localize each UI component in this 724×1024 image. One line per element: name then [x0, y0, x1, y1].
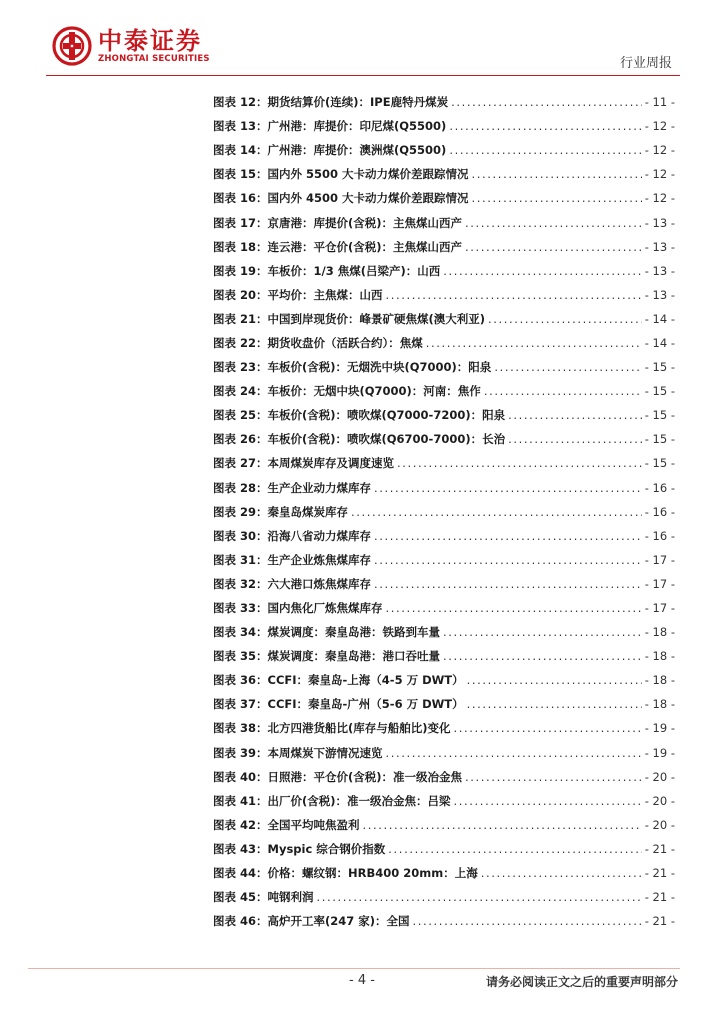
toc-entry[interactable] [213, 668, 675, 692]
toc-entry-page: - 15 - [644, 384, 675, 399]
toc-entry[interactable] [213, 283, 675, 307]
toc-entry[interactable] [213, 138, 675, 162]
toc-dot-leader [449, 119, 641, 133]
toc-dot-leader [508, 408, 642, 422]
toc-entry[interactable] [213, 596, 675, 620]
toc-entry[interactable] [213, 186, 675, 210]
toc-dot-leader [484, 384, 642, 398]
toc-dot-leader [386, 601, 642, 615]
toc-entry-title: 图表 26：车板价(含税)：喷吹煤(Q6700-7000)：长治 [213, 432, 506, 447]
toc-entry[interactable] [213, 692, 675, 716]
toc-entry-title: 图表 32：六大港口炼焦煤库存 [213, 576, 372, 591]
toc-entry[interactable] [213, 451, 675, 475]
toc-entry[interactable] [213, 331, 675, 355]
toc-entry-page: - 16 - [644, 480, 675, 495]
toc-entry-title: 图表 12：期货结算价(连续)：IPE鹿特丹煤炭 [213, 95, 449, 110]
toc-entry-page: - 15 - [644, 432, 675, 447]
toc-entry-page: - 21 - [644, 890, 675, 905]
toc-entry[interactable] [213, 235, 675, 259]
toc-entry[interactable] [213, 789, 675, 813]
toc-entry[interactable] [213, 210, 675, 234]
toc-entry[interactable] [213, 620, 675, 644]
toc-entry[interactable] [213, 427, 675, 451]
toc-dot-leader [374, 529, 642, 543]
toc-entry-title: 图表 28：生产企业动力煤库存 [213, 480, 372, 495]
toc-dot-leader [454, 721, 642, 735]
toc-entry[interactable] [213, 379, 675, 403]
toc-entry[interactable] [213, 813, 675, 837]
toc-entry-title: 图表 17：京唐港：库提价(含税)：主焦煤山西产 [213, 215, 463, 230]
toc-entry-title: 图表 45：吨钢利润 [213, 890, 314, 905]
toc-dot-leader [488, 312, 642, 326]
toc-entry-title: 图表 42：全国平均吨焦盈利 [213, 817, 360, 832]
toc-entry-page: - 20 - [644, 793, 675, 808]
toc-entry-title: 图表 31：生产企业炼焦煤库存 [213, 552, 372, 567]
toc-dot-leader [508, 432, 642, 446]
page-header [0, 0, 724, 80]
toc-dot-leader [397, 456, 642, 470]
toc-entry-page: - 17 - [644, 576, 675, 591]
toc-dot-leader [472, 191, 642, 205]
toc-entry-title: 图表 30：沿海八省动力煤库存 [213, 528, 372, 543]
toc-entry[interactable] [213, 355, 675, 379]
report-type-label: 行业周报 [619, 56, 672, 71]
toc-entry-page: - 14 - [644, 335, 675, 350]
toc-entry-page: - 21 - [644, 866, 675, 881]
toc-entry-page: - 15 - [644, 408, 675, 423]
footer-divider [28, 968, 680, 969]
toc-entry-page: - 19 - [644, 721, 675, 736]
toc-entry-page: - 15 - [644, 360, 675, 375]
toc-dot-leader [363, 818, 642, 832]
toc-dot-leader [443, 625, 642, 639]
toc-entry-title: 图表 34：煤炭调度：秦皇岛港：铁路到车量 [213, 625, 441, 640]
toc-entry-title: 图表 25：车板价(含税)：喷吹煤(Q7000-7200)：阳泉 [213, 408, 506, 423]
toc-entry[interactable] [213, 765, 675, 789]
toc-entry[interactable] [213, 500, 675, 524]
toc-entry[interactable] [213, 162, 675, 186]
toc-entry-title: 图表 37：CCFI：秦皇岛-广州（5-6 万 DWT） [213, 697, 464, 712]
toc-entry-title: 图表 29：秦皇岛煤炭库存 [213, 504, 349, 519]
toc-entry-page: - 19 - [644, 745, 675, 760]
toc-entry[interactable] [213, 837, 675, 861]
toc-dot-leader [465, 240, 642, 254]
toc-entry-page: - 13 - [644, 287, 675, 302]
toc-entry-title: 图表 40：日照港：平仓价(含税)：准一级冶金焦 [213, 769, 463, 784]
toc-entry-title: 图表 15：国内外 5500 大卡动力煤价差跟踪情况 [213, 167, 469, 182]
zhongtai-logo-icon [52, 26, 92, 66]
toc-entry-page: - 17 - [644, 552, 675, 567]
toc-dot-leader [454, 794, 642, 808]
toc-dot-leader [413, 914, 642, 928]
toc-entry-page: - 18 - [644, 625, 675, 640]
toc-dot-leader [481, 866, 642, 880]
toc-entry-title: 图表 39：本周煤炭下游情况速览 [213, 745, 383, 760]
toc-dot-leader [465, 216, 642, 230]
toc-entry-page: - 21 - [644, 914, 675, 929]
toc-entry-page: - 13 - [644, 215, 675, 230]
toc-dot-leader [451, 95, 642, 109]
toc-entry-title: 图表 36：CCFI：秦皇岛-上海（4-5 万 DWT） [213, 673, 464, 688]
toc-entry-page: - 13 - [644, 263, 675, 278]
toc-dot-leader [374, 553, 642, 567]
toc-entry-title: 图表 44：价格：螺纹钢：HRB400 20mm：上海 [213, 866, 478, 881]
toc-entry-title: 图表 33：国内焦化厂炼焦煤库存 [213, 601, 383, 616]
toc-dot-leader [374, 481, 642, 495]
toc-entry-title: 图表 43：Myspic 综合钢价指数 [213, 841, 386, 856]
toc-entry-title: 图表 22：期货收盘价（活跃合约）：焦煤 [213, 335, 423, 350]
brand-name-en: ZHONGTAI SECURITIES [98, 54, 210, 64]
toc-entry-page: - 18 - [644, 673, 675, 688]
header-divider [46, 75, 680, 76]
toc-dot-leader [386, 746, 642, 760]
toc-entry[interactable] [213, 861, 675, 885]
toc-entry[interactable] [213, 548, 675, 572]
toc-dot-leader [443, 649, 642, 663]
toc-entry-page: - 18 - [644, 697, 675, 712]
toc-entry-page: - 20 - [644, 769, 675, 784]
toc-entry[interactable] [213, 909, 675, 933]
toc-entry-page: - 11 - [644, 95, 675, 110]
toc-entry-page: - 12 - [644, 167, 675, 182]
toc-entry-page: - 16 - [644, 504, 675, 519]
toc-entry-title: 图表 18：连云港：平仓价(含税)：主焦煤山西产 [213, 239, 463, 254]
toc-entry-page: - 12 - [644, 119, 675, 134]
toc-entry-page: - 18 - [644, 649, 675, 664]
toc-entry-title: 图表 27：本周煤炭库存及调度速览 [213, 456, 395, 471]
toc-entry[interactable] [213, 524, 675, 548]
toc-dot-leader [467, 697, 642, 711]
toc-entry[interactable] [213, 403, 675, 427]
toc-entry[interactable] [213, 572, 675, 596]
toc-entry-title: 图表 13：广州港：库提价：印尼煤(Q5500) [213, 119, 447, 134]
toc-dot-leader [388, 842, 641, 856]
disclaimer-note: 请务必阅读正文之后的重要声明部分 [485, 975, 678, 989]
toc-entry-title: 图表 19：车板价：1/3 焦煤(吕梁产)：山西 [213, 263, 441, 278]
toc-entry-page: - 20 - [644, 817, 675, 832]
page-number: - 4 - [349, 973, 375, 988]
toc-dot-leader [472, 167, 642, 181]
toc-dot-leader [465, 770, 642, 784]
toc-entry-title: 图表 20：平均价：主焦煤：山西 [213, 287, 383, 302]
toc-entry[interactable] [213, 644, 675, 668]
toc-entry-title: 图表 35：煤炭调度：秦皇岛港：港口吞吐量 [213, 649, 441, 664]
toc-dot-leader [374, 577, 642, 591]
toc-entry-page: - 12 - [644, 191, 675, 206]
toc-entry-page: - 17 - [644, 601, 675, 616]
toc-dot-leader [317, 890, 642, 904]
toc-dot-leader [494, 360, 641, 374]
toc-entry[interactable] [213, 885, 675, 909]
toc-dot-leader [449, 143, 641, 157]
toc-entry-title: 图表 23：车板价(含税)：无烟洗中块(Q7000)：阳泉 [213, 360, 492, 375]
toc-entry-page: - 15 - [644, 456, 675, 471]
company-logo [52, 26, 210, 66]
toc-entry-title: 图表 46：高炉开工率(247 家)：全国 [213, 914, 410, 929]
figure-index-list [213, 90, 675, 933]
toc-dot-leader [386, 288, 642, 302]
toc-entry-title: 图表 38：北方四港货船比(库存与船舶比)变化 [213, 721, 451, 736]
toc-dot-leader [426, 336, 642, 350]
toc-entry-title: 图表 21：中国到岸现货价：峰景矿硬焦煤(澳大利亚) [213, 311, 486, 326]
toc-entry-title: 图表 41：出厂价(含税)：准一级冶金焦：吕梁 [213, 793, 451, 808]
toc-dot-leader [351, 505, 642, 519]
toc-entry[interactable] [213, 307, 675, 331]
toc-entry-title: 图表 24：车板价：无烟中块(Q7000)：河南：焦作 [213, 384, 481, 399]
toc-entry-page: - 12 - [644, 143, 675, 158]
toc-entry[interactable] [213, 259, 675, 283]
brand-name-cn: 中泰证券 [98, 27, 202, 55]
toc-entry[interactable] [213, 114, 675, 138]
toc-entry-page: - 21 - [644, 841, 675, 856]
toc-entry[interactable] [213, 741, 675, 765]
toc-dot-leader [443, 264, 642, 278]
toc-dot-leader [467, 673, 642, 687]
toc-entry-page: - 13 - [644, 239, 675, 254]
toc-entry-title: 图表 16：国内外 4500 大卡动力煤价差跟踪情况 [213, 191, 469, 206]
toc-entry-page: - 16 - [644, 528, 675, 543]
toc-entry[interactable] [213, 716, 675, 740]
toc-entry[interactable] [213, 476, 675, 500]
toc-entry[interactable] [213, 90, 675, 114]
toc-entry-page: - 14 - [644, 311, 675, 326]
toc-entry-title: 图表 14：广州港：库提价：澳洲煤(Q5500) [213, 143, 447, 158]
